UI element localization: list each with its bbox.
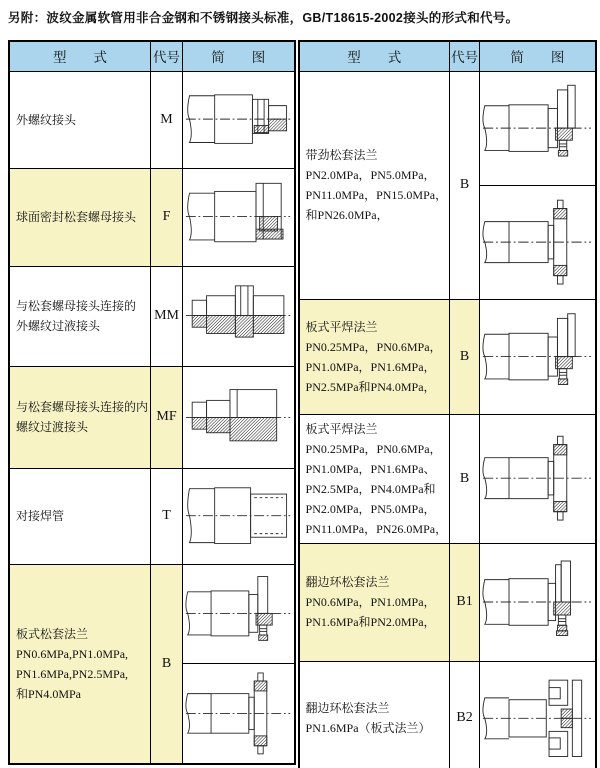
left-header-row — [9, 41, 295, 71]
table-row — [299, 661, 596, 768]
right-code-header: 代号 — [450, 41, 480, 71]
diagram-stack — [183, 169, 294, 266]
diagram-stack — [183, 469, 294, 564]
fitting-type-cell — [9, 71, 151, 168]
diagram-stack — [183, 72, 294, 168]
fitting-type-line: 板式平焊法兰 — [305, 421, 378, 436]
diagram-stack — [183, 565, 294, 764]
fitting-type-line: PN1.0MPa，PN1.6MPa、 — [305, 461, 436, 476]
left-tbody — [9, 41, 295, 764]
fitting-type-line: PN1.6MPa,PN2.5MPa, — [16, 666, 129, 681]
flanged-ring-loose-flange-icon — [480, 544, 595, 661]
fitting-type-line: 外螺纹接头 — [16, 112, 77, 127]
table-row — [9, 71, 295, 168]
table-row — [299, 71, 596, 299]
fitting-type-cell — [299, 414, 450, 543]
fitting-code-cell: F — [151, 168, 183, 266]
fitting-type-cell — [299, 299, 450, 414]
fitting-code-cell: M — [151, 71, 183, 168]
fitting-type-line: 与松套螺母接头连接的 — [16, 299, 137, 313]
diagram-cell — [183, 366, 295, 468]
fitting-type-line: 外螺纹过液接头 — [16, 319, 101, 333]
fitting-type-line: 带劲松套法兰 — [305, 148, 378, 162]
fitting-type-line: 翻边环松套法兰 — [305, 575, 390, 589]
fitting-code-cell: B — [450, 299, 480, 414]
male-female-adapter-icon — [183, 367, 294, 468]
fitting-type-line: PN0.25MPa，PN0.6MPa， — [305, 339, 442, 354]
diagram-stack — [183, 267, 294, 366]
diagram-stack — [480, 662, 595, 768]
page-title: 另附：波纹金属软管用非合金钢和不锈钢接头标准，GB/T18615-2002接头的形式和代号。 — [8, 11, 519, 25]
diagram-stack — [480, 300, 595, 414]
table-row — [9, 468, 295, 564]
fitting-code-cell: B — [450, 414, 480, 543]
right-table — [298, 40, 597, 768]
right-tbody — [299, 41, 596, 768]
fitting-type-line: 螺纹过渡接头 — [16, 420, 89, 434]
right-type-header: 型 式 — [299, 41, 450, 71]
diagram-cell — [480, 71, 596, 299]
fitting-type-cell — [9, 564, 151, 764]
fitting-type-cell — [9, 366, 151, 468]
fitting-code-cell: B — [151, 564, 183, 764]
fitting-type-line: PN2.0MPa，PN5.0MPa， — [305, 501, 436, 516]
fitting-type-line: 板式平焊法兰 — [305, 319, 378, 334]
fitting-type-line: 球面密封松套螺母接头 — [16, 210, 137, 224]
neck-loose-flange-icon — [480, 72, 595, 185]
flanged-ring-plate-flange-icon — [480, 662, 595, 768]
table-row — [9, 366, 295, 468]
fitting-type-line: 板式松套法兰 — [16, 626, 89, 641]
fitting-type-cell — [9, 468, 151, 564]
plate-loose-flange-icon — [183, 565, 294, 664]
fitting-code-cell: MM — [151, 266, 183, 366]
fitting-type-line: 和PN26.0MPa， — [305, 208, 389, 222]
fitting-type-cell — [9, 168, 151, 266]
diagram-stack — [183, 367, 294, 468]
diagram-cell — [183, 266, 295, 366]
fitting-tables — [8, 40, 597, 768]
diagram-stack — [480, 415, 595, 543]
fitting-type-line: PN0.6MPa,PN1.0MPa, — [16, 646, 129, 661]
table-row — [9, 168, 295, 266]
fitting-type-line: PN2.0MPa，PN5.0MPa， — [305, 168, 436, 182]
left-code-header: 代号 — [151, 41, 183, 71]
fitting-type-line: 翻边环松套法兰 — [305, 701, 390, 716]
fitting-code-cell: B — [450, 71, 480, 299]
right-diagram-header: 简 图 — [480, 41, 596, 71]
diagram-cell — [480, 661, 596, 768]
fitting-code-cell: B2 — [450, 661, 480, 768]
fitting-type-line: PN1.0MPa，PN1.6MPa， — [305, 359, 436, 374]
plate-loose-flange-section-icon — [183, 663, 294, 763]
left-table — [8, 40, 296, 765]
diagram-cell — [480, 299, 596, 414]
fitting-type-line: PN1.6MPa（板式法兰） — [305, 721, 431, 736]
diagram-cell — [480, 543, 596, 661]
fitting-code-cell: B1 — [450, 543, 480, 661]
butt-weld-pipe-icon — [183, 469, 294, 564]
table-row — [9, 564, 295, 764]
fitting-type-line: PN2.5MPa，PN4.0MPa和 — [305, 481, 436, 496]
diagram-cell — [183, 564, 295, 764]
fitting-type-line: PN0.6MPa，PN1.0MPa， — [305, 595, 436, 609]
diagram-stack — [480, 72, 595, 299]
double-male-adapter-icon — [183, 267, 294, 366]
fitting-type-line: 与松套螺母接头连接的内 — [16, 400, 149, 414]
table-row — [299, 543, 596, 661]
fitting-type-line: 和PN4.0MPa — [16, 686, 82, 701]
diagram-cell — [183, 71, 295, 168]
plate-weld-flange-icon — [480, 300, 595, 414]
fitting-code-cell: MF — [151, 366, 183, 468]
table-row — [299, 299, 596, 414]
fitting-type-cell — [9, 266, 151, 366]
fitting-type-cell — [299, 543, 450, 661]
fitting-type-cell — [299, 71, 450, 299]
table-row — [9, 266, 295, 366]
table-row — [299, 414, 596, 543]
fitting-type-line: PN1.6MPa和PN2.0MPa， — [305, 615, 436, 629]
plate-weld-flange-section-icon — [480, 415, 595, 543]
left-type-header: 型 式 — [9, 41, 151, 71]
fitting-type-line: 对接焊管 — [16, 509, 65, 523]
right-header-row — [299, 41, 596, 71]
neck-loose-flange-section-icon — [480, 185, 595, 299]
diagram-cell — [183, 468, 295, 564]
fitting-code-cell: T — [151, 468, 183, 564]
diagram-cell — [183, 168, 295, 266]
fitting-type-line: PN11.0MPa，PN15.0MPa， — [305, 188, 448, 202]
male-thread-fitting-icon — [183, 72, 294, 168]
diagram-stack — [480, 544, 595, 661]
fitting-type-cell — [299, 661, 450, 768]
spherical-union-nut-fitting-icon — [183, 169, 294, 266]
left-diagram-header: 简 图 — [183, 41, 295, 71]
diagram-cell — [480, 414, 596, 543]
fitting-type-line: PN0.25MPa，PN0.6MPa， — [305, 441, 442, 456]
fitting-type-line: PN11.0MPa，PN26.0MPa， — [305, 521, 448, 536]
fitting-type-line: PN2.5MPa和PN4.0MPa， — [305, 379, 436, 394]
